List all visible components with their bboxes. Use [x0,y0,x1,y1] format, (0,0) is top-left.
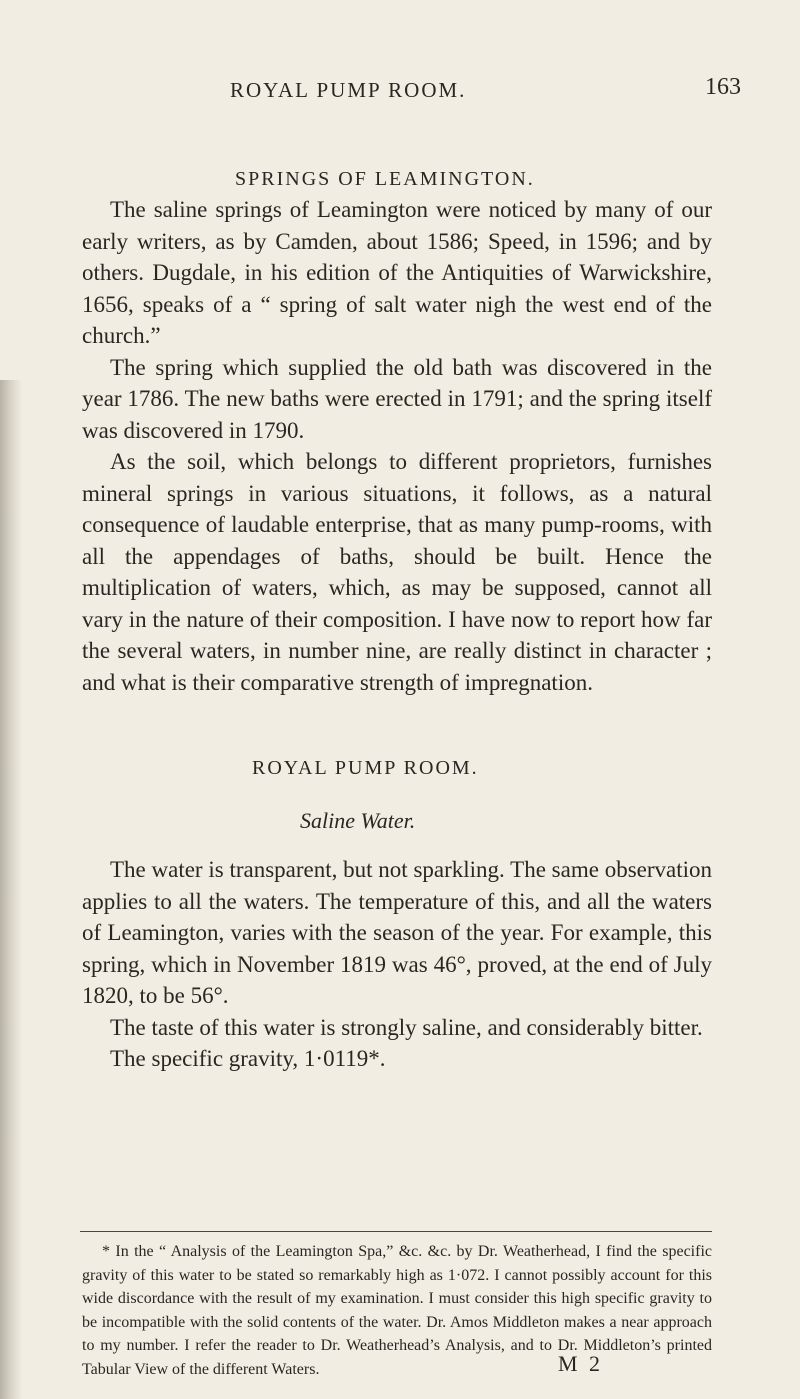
paragraph: The water is transparent, but not sparkling. The same observation applies to all the waters. The temperature of this, and all the waters of Leamington, varies with the season of the year. For example, this spring, which in November 1819 was 46°, proved, at the end of July 1820, to be 56°. [82,857,712,1008]
signature-mark: M 2 [558,1351,604,1376]
footnote-text: * In the “ Analysis of the Leamington Spa,” &c. &c. by Dr. Weatherhead, I find the specific gravity of this water to be stated so remarkably high as 1·072. I cannot possibly account for this wide discordance with the result of my examination. I must consider this high specific gravity to be incompatible with the solid contents of the water. Dr. Amos Middleton makes a near approach to my number. I refer the reader to Dr. Weatherhead’s Analysis, and to Dr. Middleton’s printed Tabular View of the different Waters. [82,1243,712,1378]
paragraph: The specific gravity, 1·0119*. [110,1046,386,1071]
paragraph: The saline springs of Leamington were noticed by many of our early writers, as by Camden, about 1586; Speed, in 1596; and by others. Dugdale, in his edition of the Antiquities of Warwickshire, 1656, speaks of a “ spring of salt water nigh the west end of the church.” [82,197,712,348]
running-head: ROYAL PUMP ROOM. [230,78,467,102]
paragraph: As the soil, which belongs to different proprietors, furnishes mineral springs in various situations, it follows, as a natural consequence of laudable enterprise, that as many pump-rooms, with all the appendages of baths, should be built. Hence the multiplication of waters, which, as may be supposed, cannot all vary in the nature of their composition. I have now to report how far the several waters, in number nine, are really distinct in character ; and what is their comparative strength of impregnation. [82,449,712,695]
section-heading: SPRINGS OF LEAMINGTON. [235,168,535,190]
footnote [82,1240,712,1381]
springs-text [82,194,712,698]
page-number: 163 [705,74,741,100]
paragraph: The taste of this water is strongly saline, and considerably bitter. [110,1014,703,1040]
saline-water-heading: Saline Water. [300,808,416,833]
pump-room-heading: ROYAL PUMP ROOM. [252,757,479,779]
paragraph: The spring which supplied the old bath was discovered in the year 1786. The new baths were erected in 1791; and the spring itself was discovered in 1790. [82,354,712,443]
saline-water-text [82,854,712,1075]
page-edge-shadow [0,380,22,1399]
footnote-rule [80,1231,712,1232]
